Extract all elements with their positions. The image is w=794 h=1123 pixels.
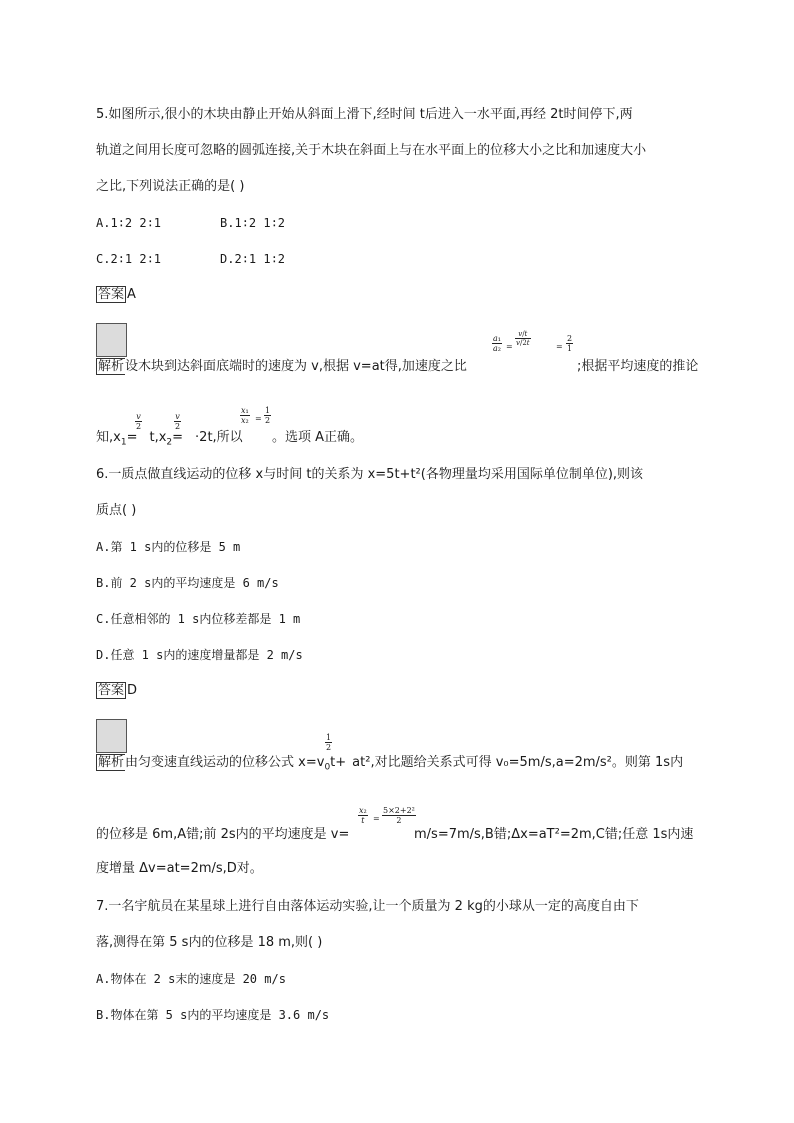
q5-analysis-label: 解析: [98, 359, 125, 374]
q5-option-d: D.2∶1 1∶2: [220, 252, 286, 266]
q6-option-a: A.第 1 s内的位移是 5 m: [96, 540, 241, 554]
q5-analysis-text1: 设木块到达斜面底端时的速度为 v,根据 v=at得,加速度之比: [125, 359, 467, 374]
q5-analysis-text1-tail: ;根据平均速度的推论: [577, 359, 699, 374]
q6-answer-value: D: [127, 683, 138, 698]
q6-analysis-marker: [96, 719, 127, 753]
q5-analysis-line1: [96, 358, 467, 376]
q5-stem-line3: 之比,下列说法正确的是( ): [96, 179, 245, 194]
q6-analysis-line2-pre: 的位移是 6m,A错;前 2s内的平均速度是 v=: [96, 827, 350, 842]
q5-analysis-text2-tail: 。选项 A正确。: [272, 430, 364, 445]
q6-answer-row: [96, 682, 137, 700]
q6-analysis-line3: 度增量 Δv=at=2m/s,D对。: [96, 861, 263, 876]
q5-avg-velocity-fraction-2: $\frac{v}{2}$: [175, 412, 181, 431]
q6-analysis-line2-tail: m/s=7m/s,B错;Δx=aT²=2m,C错;任意 1s内速: [414, 827, 694, 842]
q5-analysis-line2: 知$,x_1= t,x_2= \cdot 2t$,所以: [96, 430, 243, 448]
document-page: 5.如图所示,很小的木块由静止开始从斜面上滑下,经时间 t后进入一水平面,再经 2t时间停下,两 轨道之间用长度可忽略的圆弧连接,关于木块在斜面上与在水平面上的位移大小之比和加速度大小 之比,下列说法正确的是( ) A.1∶2 2∶1 B.1∶2 1∶2 C.2∶1 2∶1 D.2∶1 1∶2 答案 A 解析设木块到达斜面底端时的速度为 v,根据 v=at得,加速度之比 $\frac{\text{a₁}}{\text{a₂}}$ = $\frac{v/t}{v/2t}$ = $\frac{2}{1}$ ;根据平均速度的推论 知$,x_1= t,x_2= \cdot 2t$,所以 $\frac{v}{2}$ $\frac{v}{2}$ $\frac{\text{x₁}}{\text{x₂}}$ = $\frac{1}{2}$ 。选项 A正确。 6.一质点做直线运动的位移 x与时间 t的关系为 x=5t+t²(各物理量均采用国际单位制单位),则该 质点( ) A.第 1 s内的位移是 5 m B.前 2 s内的平均速度是 6 m/s C.任意相邻的 1 s内位移差都是 1 m D.任意 1 s内的速度增量都是 2 m/s 答案 D $\frac{1}{2}$ 解析由匀变速直线运动的位移公式 $x=v_0t+ at^2$,对比题给关系式可得 v₀=5m/s,a=2m/s²。则第 1s内 $\frac{\text{x₂}}{t}$ = $\frac{\text{5×2+2²}}{2}$ 的位移是 6m,A错;前 2s内的平均速度是 v= m/s=7m/s,B错;Δx=aT²=2m,C错;任意 1s内速 度增量 Δv=at=2m/s,D对。 7.一名宇航员在某星球上进行自由落体运动实验,让一个质量为 2 kg的小球从一定的高度自由下 落,测得在第 5 s内的位移是 18 m,则( ) A.物体在 2 s末的速度是 20 m/s B.物体在第 5 s内的平均速度是 3.6 m/s: [96, 107, 699, 1022]
q6-analysis-label: 解析: [98, 755, 125, 770]
q6-stem-line1: 6.一质点做直线运动的位移 x与时间 t的关系为 x=5t+t²(各物理量均采用国际单位制单位),则该: [96, 467, 644, 482]
q6-analysis-line1: 解析由匀变速直线运动的位移公式 $x=v_0t+ at^2$,对比题给关系式可得 v₀=5m/s,a=2m/s²。则第 1s内: [98, 755, 684, 773]
q5-option-b: B.1∶2 1∶2: [220, 216, 286, 230]
q5-displacement-ratio-result: $\frac{1}{2}$: [265, 406, 271, 425]
q5-accel-fraction: $\frac{\text{a₁}}{\text{a₂}}$: [493, 334, 501, 353]
q5-stem-line1: 5.如图所示,很小的木块由静止开始从斜面上滑下,经时间 t后进入一水平面,再经 2t时间停下,两: [96, 107, 633, 122]
q5-displacement-ratio-fraction: $\frac{\text{x₁}}{\text{x₂}}$: [241, 406, 249, 425]
q6-option-c: C.任意相邻的 1 s内位移差都是 1 m: [96, 612, 301, 626]
q7-stem-line2: 落,测得在第 5 s内的位移是 18 m,则( ): [96, 935, 323, 950]
q5-accel-nested-fraction: $\frac{v/t}{v/2t}$: [516, 330, 530, 347]
q6-avg-velocity-fraction: $\frac{\text{x₂}}{t}$: [359, 806, 367, 825]
q5-analysis-marker: [96, 323, 127, 357]
q5-option-a: A.1∶2 2∶1: [96, 216, 162, 230]
q5-answer-value: A: [127, 287, 136, 302]
q5-accel-result-fraction: $\frac{2}{1}$: [567, 334, 573, 353]
q5-answer-row: [96, 286, 136, 304]
q7-option-b: B.物体在第 5 s内的平均速度是 3.6 m/s: [96, 1008, 330, 1022]
q6-stem-line2: 质点( ): [96, 503, 137, 518]
q7-stem-line1: 7.一名宇航员在某星球上进行自由落体运动实验,让一个质量为 2 kg的小球从一定的高度自由下: [96, 899, 639, 914]
q5-avg-velocity-fraction-1: $\frac{v}{2}$: [136, 412, 142, 431]
q6-answer-label: 答案: [98, 683, 125, 698]
q6-option-d: D.任意 1 s内的速度增量都是 2 m/s: [96, 648, 303, 662]
q7-option-a: A.物体在 2 s末的速度是 20 m/s: [96, 972, 286, 986]
q5-stem-line2: 轨道之间用长度可忽略的圆弧连接,关于木块在斜面上与在水平面上的位移大小之比和加速度大小: [96, 143, 647, 158]
q6-option-b: B.前 2 s内的平均速度是 6 m/s: [96, 576, 279, 590]
q5-option-c: C.2∶1 2∶1: [96, 252, 162, 266]
q6-half-fraction: $\frac{1}{2}$: [326, 733, 332, 752]
q5-answer-label: 答案: [98, 287, 125, 302]
q6-avg-velocity-numeric-fraction: $\frac{\text{5×2+2²}}{2}$: [383, 806, 415, 825]
